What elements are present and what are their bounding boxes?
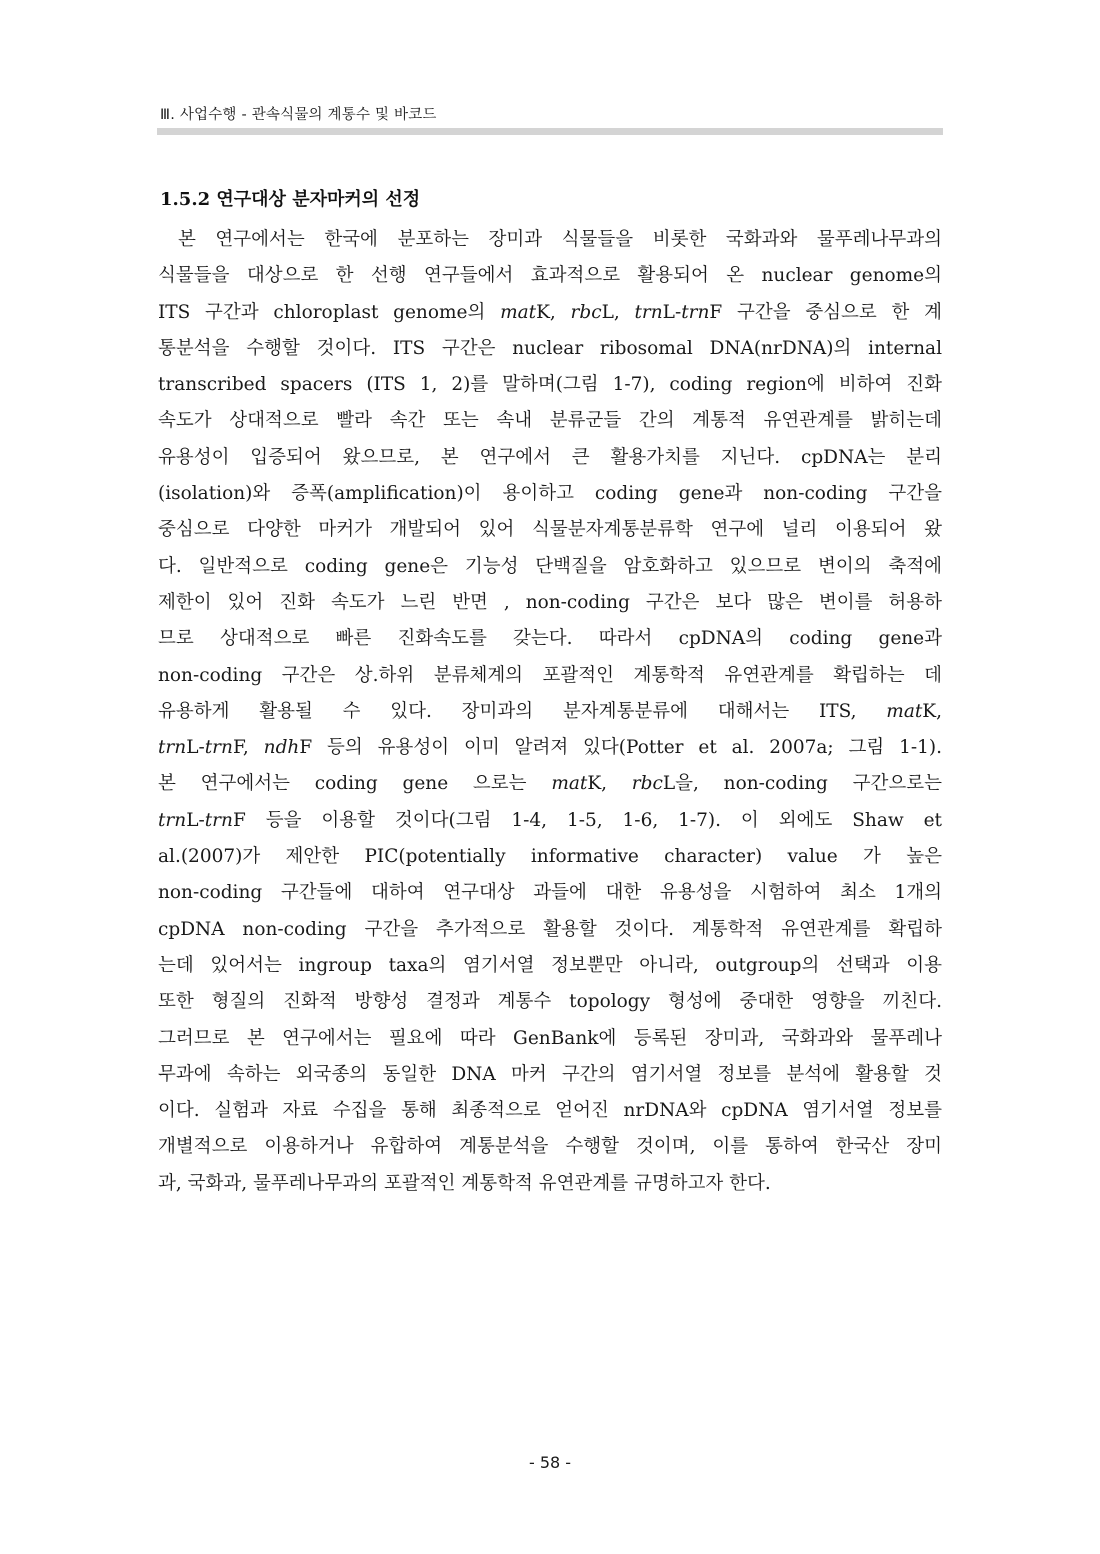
gene-name-italic: trn <box>204 809 233 831</box>
gene-name-italic: ndh <box>263 737 300 759</box>
text-run: 제한이 있어 진화 속도가 느린 반면 , non-coding 구간은 보다 많은 변이를 허용하 <box>158 591 942 613</box>
text-run: 다. 일반적으로 coding gene은 기능성 단백질을 암호화하고 있으므로 변이의 축적에 <box>158 555 942 577</box>
page-number: - 58 - <box>528 1453 572 1472</box>
text-run: ITS 구간과 chloroplast genome의 <box>158 301 501 323</box>
gene-name-italic: trn <box>634 301 663 323</box>
text-run: 통분석을 수행할 것이다. ITS 구간은 nuclear ribosomal DNA(nrDNA)의 internal <box>158 337 942 359</box>
gene-name-italic: mat <box>551 773 588 795</box>
text-run: 속도가 상대적으로 빨라 속간 또는 속내 분류군들 간의 계통적 유연관계를 밝히는데 <box>158 410 942 432</box>
text-line <box>158 1057 942 1093</box>
text-run: F 등의 유용성이 이미 알려져 있다(Potter et al. 2007a; 그림 1-1). <box>299 737 942 759</box>
text-line <box>158 367 942 403</box>
text-run: K, <box>536 301 571 323</box>
body-paragraph <box>158 222 942 1202</box>
text-run: K, <box>922 700 942 722</box>
text-run: 또한 형질의 진화적 방향성 결정과 계통수 topology 형성에 중대한 영향을 끼친다. <box>158 991 942 1013</box>
text-run: L, <box>601 301 635 323</box>
text-run: L- <box>186 809 205 831</box>
gene-name-italic: trn <box>204 737 233 759</box>
text-line <box>158 1129 942 1165</box>
text-line <box>158 658 942 694</box>
text-run: L- <box>662 301 682 323</box>
text-line <box>158 621 942 657</box>
text-run: F 등을 이용할 것이다(그림 1-4, 1-5, 1-6, 1-7). 이 외에도 Shaw et <box>232 809 942 831</box>
text-line <box>158 912 942 948</box>
text-line <box>158 948 942 984</box>
text-line <box>158 1166 942 1202</box>
text-run: 무과에 속하는 외국종의 동일한 DNA 마커 구간의 염기서열 정보를 분석에 활용할 것 <box>158 1063 942 1085</box>
text-line <box>158 585 942 621</box>
text-line <box>158 1093 942 1129</box>
text-run: (isolation)와 증폭(amplification)이 용이하고 coding gene과 non-coding 구간을 <box>158 483 942 505</box>
text-run: non-coding 구간들에 대하여 연구대상 과들에 대한 유용성을 시험하여 최소 1개의 <box>158 882 942 904</box>
text-line <box>158 403 942 439</box>
gene-name-italic: trn <box>681 301 710 323</box>
text-line <box>158 839 942 875</box>
gene-name-italic: rbc <box>570 301 602 323</box>
text-line <box>158 803 942 839</box>
text-run: transcribed spacers (ITS 1, 2)를 말하며(그림 1-7), coding region에 비하여 진화 <box>158 374 942 396</box>
text-run: K, <box>587 773 632 795</box>
text-line <box>158 984 942 1020</box>
text-line <box>158 222 942 258</box>
text-line <box>158 549 942 585</box>
gene-name-italic: rbc <box>631 773 663 795</box>
text-run: 유용성이 입증되어 왔으므로, 본 연구에서 큰 활용가치를 지닌다. cpDNA는 분리 <box>158 446 942 468</box>
text-line <box>158 875 942 911</box>
gene-name-italic: trn <box>158 737 187 759</box>
text-line <box>158 694 942 730</box>
text-run: 본 연구에서는 coding gene 으로는 <box>158 773 552 795</box>
text-run: 이다. 실험과 자료 수집을 통해 최종적으로 얻어진 nrDNA와 cpDNA 염기서열 정보를 <box>158 1100 942 1122</box>
text-run: 중심으로 다양한 마커가 개발되어 있어 식물분자계통분류학 연구에 널리 이용되어 왔 <box>158 519 942 541</box>
text-line <box>158 440 942 476</box>
text-line <box>158 258 942 294</box>
text-line <box>158 295 942 331</box>
text-run: F, <box>232 737 264 759</box>
text-line <box>158 730 942 766</box>
text-run: L을, non-coding 구간으로는 <box>662 773 943 795</box>
text-line <box>158 766 942 802</box>
text-run: F 구간을 중심으로 한 계 <box>709 301 942 323</box>
running-header: Ⅲ. 사업수행 - 관속식물의 계통수 및 바코드 <box>160 107 437 123</box>
text-run: 개별적으로 이용하거나 유합하여 계통분석을 수행할 것이며, 이를 통하여 한국산 장미 <box>158 1136 942 1158</box>
text-run: L- <box>186 737 205 759</box>
text-line <box>158 1021 942 1057</box>
gene-name-italic: mat <box>886 700 923 722</box>
text-run: 는데 있어서는 ingroup taxa의 염기서열 정보뿐만 아니라, outgroup의 선택과 이용 <box>158 954 942 976</box>
text-run: 과, 국화과, 물푸레나무과의 포괄적인 계통학적 유연관계를 규명하고자 한다. <box>158 1172 771 1194</box>
section-heading: 1.5.2 연구대상 분자마커의 선정 <box>160 189 421 210</box>
text-run: al.(2007)가 제안한 PIC(potentially informative character) value 가 높은 <box>158 846 942 868</box>
text-line <box>158 512 942 548</box>
text-run: non-coding 구간은 상.하위 분류체계의 포괄적인 계통학적 유연관계를 확립하는 데 <box>158 664 942 686</box>
text-line <box>158 331 942 367</box>
text-line <box>158 476 942 512</box>
text-run: 본 연구에서는 한국에 분포하는 장미과 식물들을 비롯한 국화과와 물푸레나무과의 <box>178 229 942 250</box>
text-run: 유용하게 활용될 수 있다. 장미과의 분자계통분류에 대해서는 ITS, <box>158 700 887 722</box>
text-run: cpDNA non-coding 구간을 추가적으로 활용할 것이다. 계통학적 유연관계를 확립하 <box>158 918 942 940</box>
gene-name-italic: mat <box>500 301 537 323</box>
header-divider <box>157 128 943 135</box>
text-run: 그러므로 본 연구에서는 필요에 따라 GenBank에 등록된 장미과, 국화과와 물푸레나 <box>158 1027 942 1049</box>
gene-name-italic: trn <box>158 809 187 831</box>
text-run: 식물들을 대상으로 한 선행 연구들에서 효과적으로 활용되어 온 nuclear genome의 <box>158 265 942 287</box>
text-run: 므로 상대적으로 빠른 진화속도를 갖는다. 따라서 cpDNA의 coding gene과 <box>158 628 942 650</box>
